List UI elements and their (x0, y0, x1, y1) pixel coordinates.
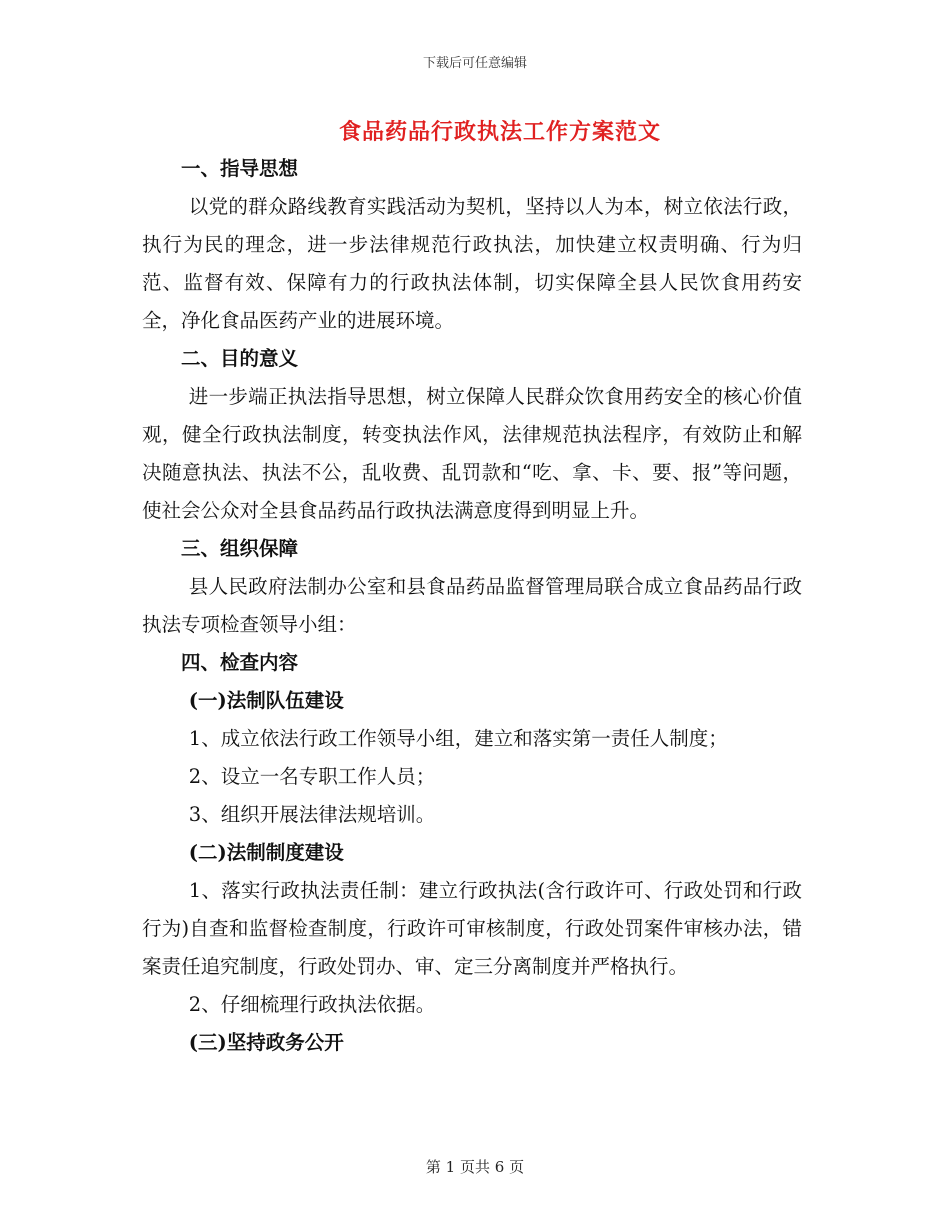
section-heading: 三、组织保障 (181, 537, 299, 560)
page-number: 第 1 页共 6 页 (425, 1158, 525, 1176)
list-item: 1、落实行政执法责任制：建立行政执法(含行政许可、行政处罚和行政行为)自查和监督检查制度，行政许可审核制度，行政处罚案件审核办法，错案责任追究制度，行政处罚办、审、定三分离制度并严格执行。 (142, 879, 802, 978)
paragraph: 县人民政府法制办公室和县食品药品监督管理局联合成立食品药品行政执法专项检查领导小组： (142, 575, 802, 636)
list-item: 2、设立一名专职工作人员； (188, 765, 436, 788)
list-item: 3、组织开展法律法规培训。 (188, 803, 436, 826)
subsection-heading: (三)坚持政务公开 (188, 1031, 344, 1054)
paragraph: 以党的群众路线教育实践活动为契机，坚持以人为本，树立依法行政，执行为民的理念，进一步法律规范行政执法，加快建立权责明确、行为归范、监督有效、保障有力的行政执法体制，切实保障全县人民饮食用药安全，净化食品医药产业的进展环境。 (142, 195, 802, 332)
document-title: 食品药品行政执法工作方案范文 (338, 119, 661, 145)
paragraph: 进一步端正执法指导思想，树立保障人民群众饮食用药安全的核心价值观，健全行政执法制度，转变执法作风，法律规范执法程序，有效防止和解决随意执法、执法不公，乱收费、乱罚款和“吃、拿、卡、要、报”等问题，使社会公众对全县食品药品行政执法满意度得到明显上升。 (142, 385, 802, 522)
section-heading: 一、指导思想 (181, 157, 299, 180)
list-item: 2、仔细梳理行政执法依据。 (188, 993, 436, 1016)
subsection-heading: (一)法制队伍建设 (188, 689, 344, 712)
subsection-heading: (二)法制制度建设 (188, 841, 344, 864)
document-body (142, 150, 802, 1062)
list-item: 1、成立依法行政工作领导小组，建立和落实第一责任人制度； (188, 727, 728, 750)
header-note: 下载后可任意编辑 (422, 56, 527, 71)
section-heading: 二、目的意义 (181, 347, 299, 370)
section-heading: 四、检查内容 (181, 651, 299, 674)
